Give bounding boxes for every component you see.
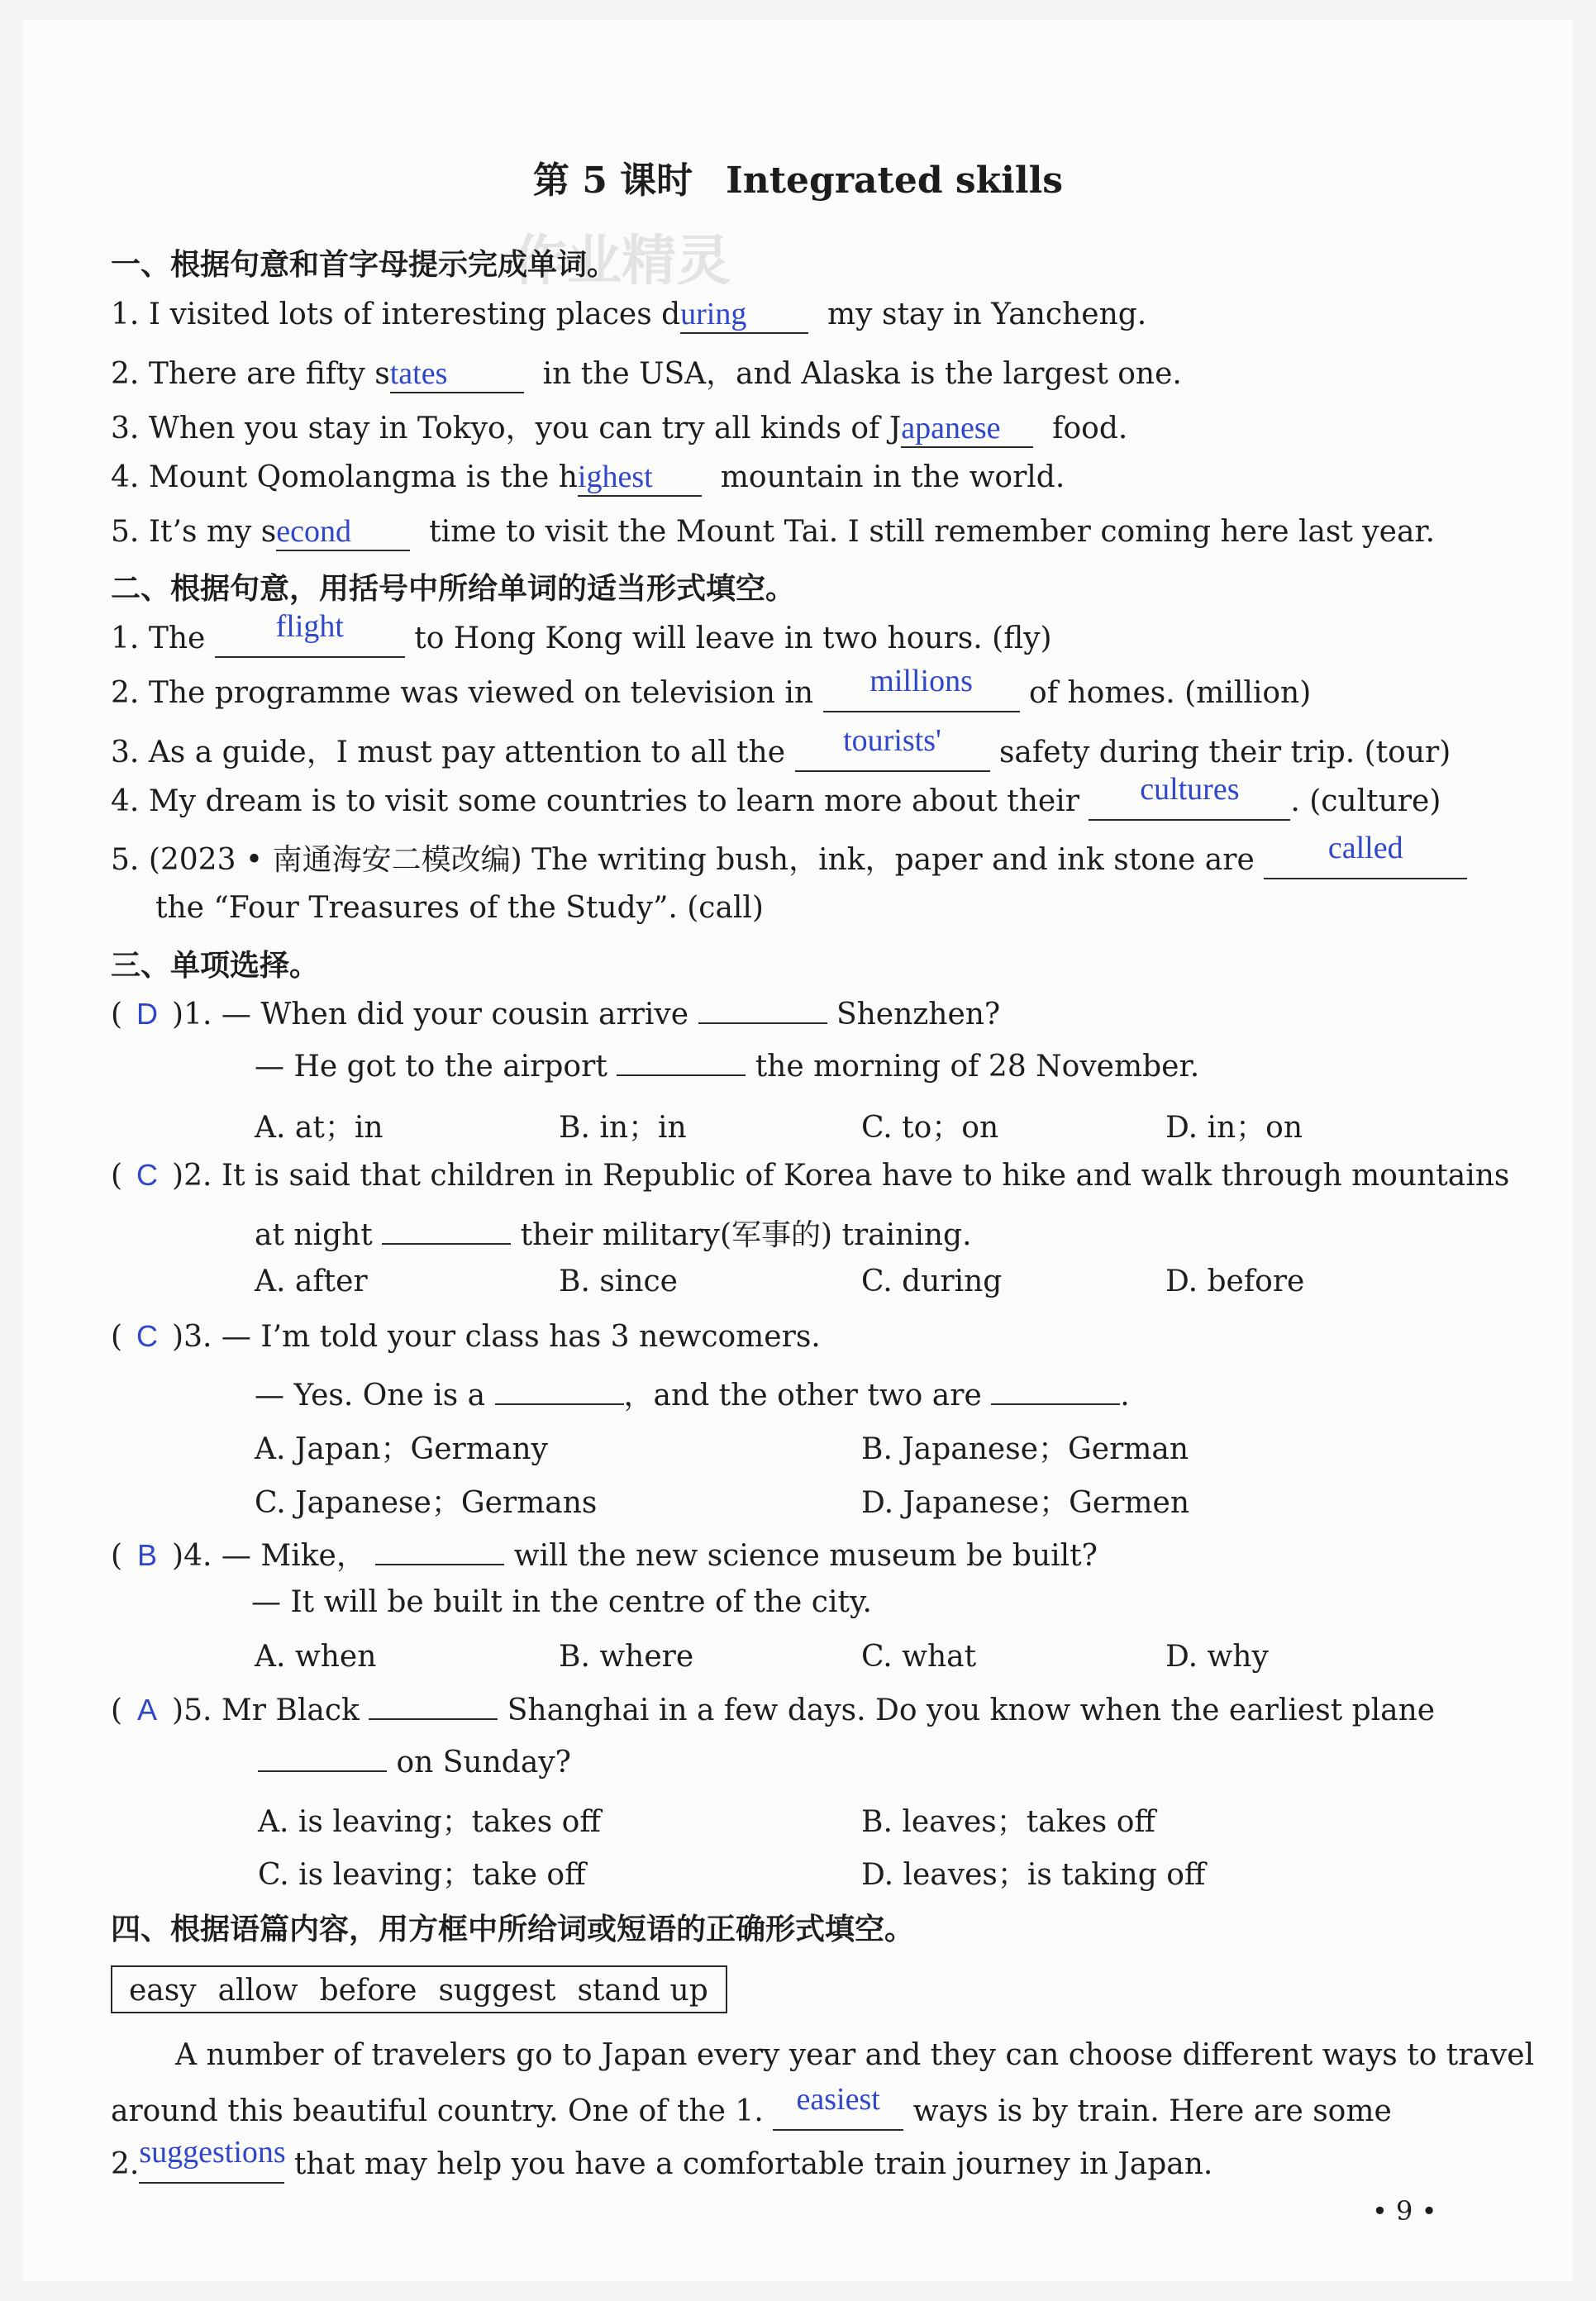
q5-option-a[interactable]: A. is leaving；takes off <box>258 1805 601 1839</box>
q4-answer[interactable]: B <box>137 1538 158 1572</box>
page-number: • 9 • <box>1372 2195 1437 2227</box>
q1-option-b[interactable]: B. in；in <box>559 1111 687 1145</box>
q2-answer[interactable]: C <box>136 1158 159 1192</box>
section2-heading: 二、根据句意，用括号中所给单词的适当形式填空。 <box>111 572 796 606</box>
s1-blank-3[interactable]: apanese <box>901 410 1033 448</box>
q3-answer[interactable]: C <box>136 1319 159 1353</box>
s1-item-4: 4. Mount Qomolangma is the highest mountain in the world. <box>111 459 1065 497</box>
q4-option-b[interactable]: B. where <box>559 1640 694 1674</box>
q3-blank-1[interactable] <box>495 1379 624 1405</box>
s2-item-3: 3. As a guide，I must pay attention to all the tourists' safety during their trip. (tour) <box>111 729 1451 772</box>
q1-blank[interactable] <box>698 998 827 1024</box>
q5-option-c[interactable]: C. is leaving；take off <box>258 1858 586 1892</box>
s1-item-3: 3. When you stay in Tokyo，you can try all kinds of Japanese food. <box>111 405 1127 448</box>
q5-option-d[interactable]: D. leaves；is taking off <box>861 1858 1206 1892</box>
q3-option-a[interactable]: A. Japan；Germany <box>255 1432 548 1466</box>
q4-option-d[interactable]: D. why <box>1165 1640 1269 1674</box>
q2-stem: ( C )2. It is said that children in Republic of Korea have to hike and walk through mountains <box>111 1158 1510 1193</box>
q3-option-b[interactable]: B. Japanese；German <box>861 1432 1189 1466</box>
s2-blank-3[interactable]: tourists' <box>795 734 990 772</box>
s1-blank-2[interactable]: tates <box>390 355 524 393</box>
q1-option-d[interactable]: D. in；on <box>1165 1111 1303 1145</box>
s2-item-2: 2. The programme was viewed on television in millions of homes. (million) <box>111 674 1311 712</box>
section1-heading: 一、根据句意和首字母提示完成单词。 <box>111 248 617 282</box>
q5-answer[interactable]: A <box>137 1693 158 1727</box>
s1-item-1: 1. I visited lots of interesting places during my stay in Yancheng. <box>111 296 1146 334</box>
passage-blank-1[interactable]: easiest <box>773 2093 903 2131</box>
q4-line2: — It will be built in the centre of the city. <box>251 1585 872 1619</box>
title-prefix: 第 5 课时 <box>532 160 693 202</box>
q1-option-a[interactable]: A. at；in <box>255 1111 384 1145</box>
passage-line-2: around this beautiful country. One of the 1. easiest ways is by train. Here are some <box>111 2093 1392 2131</box>
q1-answer[interactable]: D <box>136 997 159 1031</box>
q2-line2: at night their military(军事的) training. <box>255 1218 972 1252</box>
watermark: 作业精灵 <box>512 229 731 293</box>
passage-line-3: 2.suggestions that may help you have a comfortable train journey in Japan. <box>111 2146 1212 2184</box>
s2-blank-4[interactable]: cultures <box>1089 783 1290 821</box>
section4-heading: 四、根据语篇内容，用方框中所给词或短语的正确形式填空。 <box>111 1913 915 1946</box>
s1-blank-5[interactable]: econd <box>276 513 410 551</box>
q5-option-b[interactable]: B. leaves；takes off <box>861 1805 1155 1839</box>
s2-blank-2[interactable]: millions <box>823 674 1020 712</box>
q3-line2: — Yes. One is a ，and the other two are . <box>255 1379 1130 1413</box>
passage-line-1: A number of travelers go to Japan every year and they can choose different ways to travel <box>175 2038 1535 2072</box>
title-main: Integrated skills <box>726 160 1064 202</box>
q3-blank-2[interactable] <box>991 1379 1120 1405</box>
q2-option-a[interactable]: A. after <box>255 1265 368 1298</box>
q5-blank-1[interactable] <box>369 1694 498 1720</box>
q5-stem: ( A )5. Mr Black Shanghai in a few days. Do you know when the earliest plane <box>111 1693 1436 1727</box>
word-2: allow <box>217 1974 298 2008</box>
q4-stem: ( B )4. — Mike， will the new science museum be built? <box>111 1538 1098 1573</box>
q1-option-c[interactable]: C. to；on <box>861 1111 999 1145</box>
q4-blank[interactable] <box>375 1539 504 1565</box>
q1-blank-2[interactable] <box>617 1050 746 1076</box>
word-3: before <box>319 1974 417 2008</box>
q2-option-d[interactable]: D. before <box>1165 1265 1305 1298</box>
q3-option-d[interactable]: D. Japanese；Germen <box>861 1486 1190 1520</box>
q4-option-c[interactable]: C. what <box>861 1640 977 1674</box>
s1-blank-4[interactable]: ighest <box>578 459 702 497</box>
word-5: stand up <box>577 1974 708 2008</box>
s2-item-5: 5. (2023 • 南通海安二模改编) The writing bush，ink，paper and ink stone are called <box>111 836 1467 879</box>
section3-heading: 三、单项选择。 <box>111 949 320 983</box>
passage-blank-2[interactable]: suggestions <box>139 2146 284 2184</box>
s1-item-5: 5. It’s my second time to visit the Mount Tai. I still remember coming here last year. <box>111 513 1435 551</box>
q2-option-c[interactable]: C. during <box>861 1265 1003 1298</box>
s1-item-2: 2. There are fifty states in the USA，and Alaska is the largest one. <box>111 350 1182 393</box>
q2-blank[interactable] <box>382 1218 511 1245</box>
word-box <box>111 1965 727 2013</box>
word-1: easy <box>129 1974 197 2008</box>
q1-stem: ( D )1. — When did your cousin arrive Shenzhen? <box>111 997 1001 1031</box>
page-title <box>0 150 1596 203</box>
q2-option-b[interactable]: B. since <box>559 1265 678 1298</box>
s2-item-5-cont: the “Four Treasures of the Study”. (call) <box>155 891 764 925</box>
q1-line2: — He got to the airport the morning of 28 November. <box>255 1050 1200 1084</box>
s2-item-1: 1. The flight to Hong Kong will leave in two hours. (fly) <box>111 620 1052 658</box>
s1-blank-1[interactable]: uring <box>680 296 808 334</box>
q3-stem: ( C )3. — I’m told your class has 3 newcomers. <box>111 1319 821 1354</box>
q5-blank-2[interactable] <box>258 1746 387 1772</box>
q3-option-c[interactable]: C. Japanese；Germans <box>255 1486 598 1520</box>
s2-blank-5[interactable]: called <box>1264 841 1467 879</box>
s2-item-4: 4. My dream is to visit some countries to learn more about their cultures . (culture) <box>111 783 1441 821</box>
q4-option-a[interactable]: A. when <box>255 1640 377 1674</box>
q5-line2: on Sunday? <box>258 1746 571 1779</box>
s2-blank-1[interactable]: flight <box>215 620 405 658</box>
word-4: suggest <box>438 1974 556 2008</box>
